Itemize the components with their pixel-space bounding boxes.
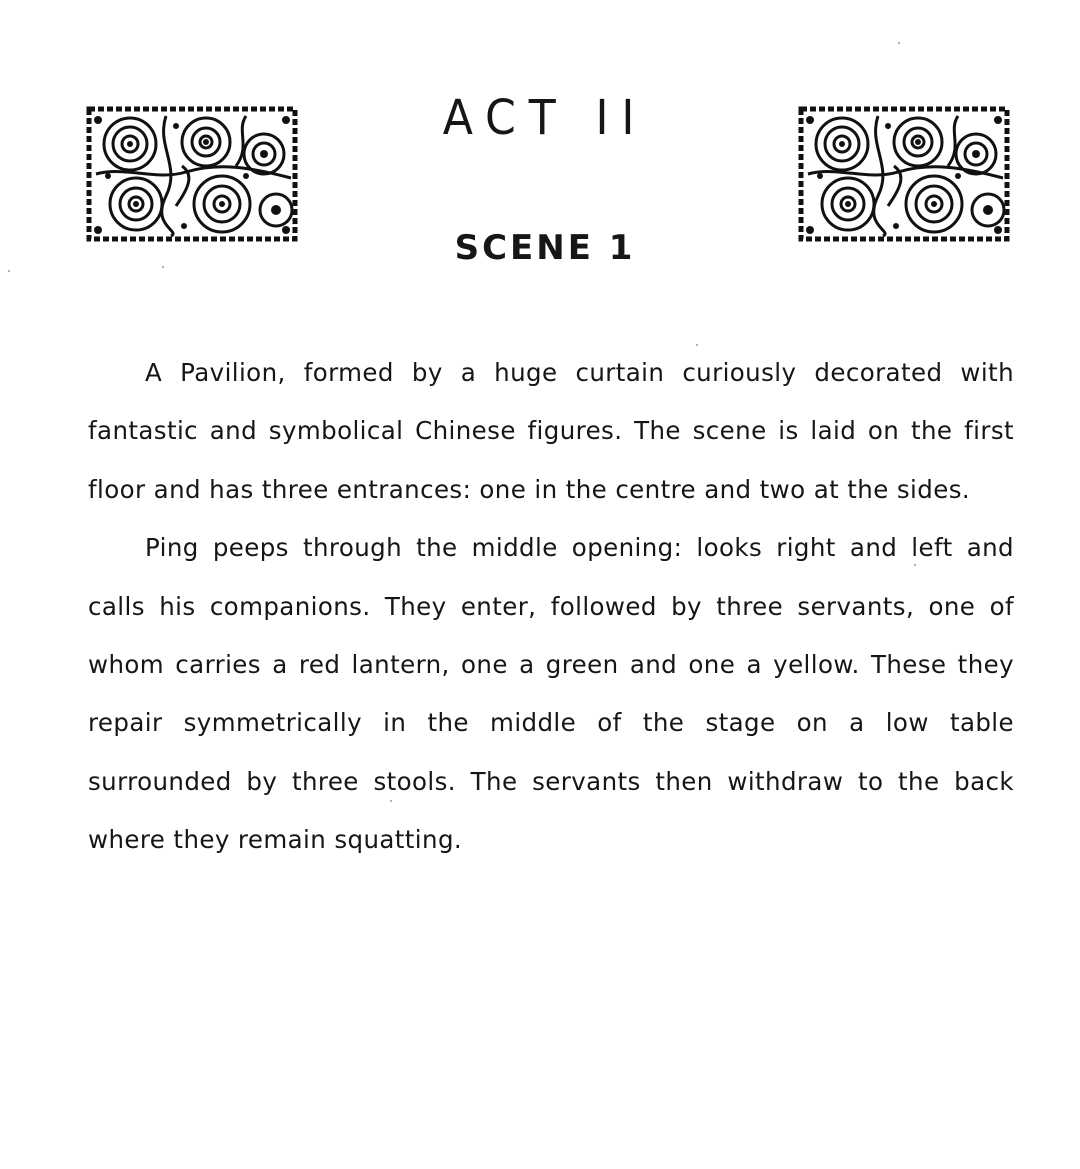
act-heading: ACT II	[442, 90, 648, 146]
scan-speck	[696, 344, 698, 346]
scan-speck	[390, 800, 392, 802]
scene-heading: SCENE 1	[454, 228, 636, 268]
scan-speck	[162, 266, 164, 268]
floral-ornament-icon	[86, 106, 298, 242]
scan-speck	[898, 42, 900, 44]
stage-directions	[88, 344, 1014, 870]
scan-speck	[8, 270, 10, 272]
stage-direction-paragraph: A Pavilion, formed by a huge curtain curiously decorated with fantastic and symbolical Chinese figures. The scene is laid on the first floor and has three entrances: one in the centre and two at the sides.	[88, 358, 1014, 504]
floral-ornament-icon	[798, 106, 1010, 242]
scan-speck	[914, 564, 916, 566]
stage-direction-paragraph: Ping peeps through the middle opening: looks right and left and calls his companions. They enter, followed by three servants, one of whom carries a red lantern, one a green and one a yellow. These they repair symmetrically in the middle of the stage on a low table surrounded by three stools. The servants then withdraw to the back where they remain squatting.	[88, 533, 1014, 855]
